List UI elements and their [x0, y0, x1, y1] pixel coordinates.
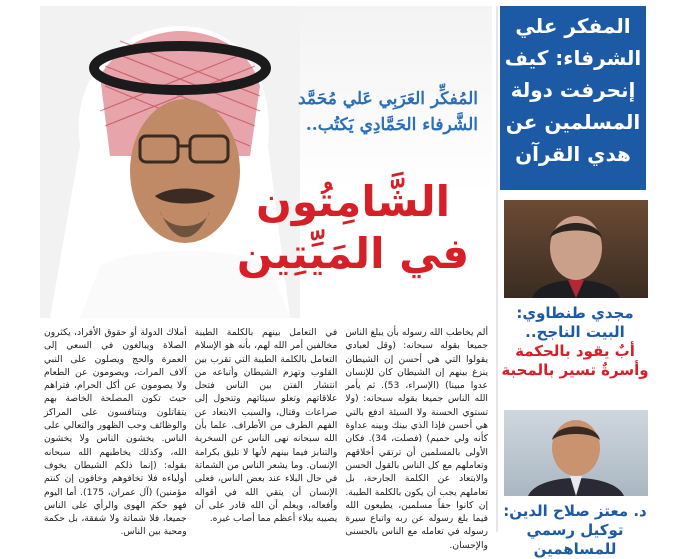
article-headline: [228, 176, 478, 280]
person-2-name: د. معتز صلاح الدين:: [503, 502, 647, 520]
hero-section: [40, 6, 492, 318]
article-body: [43, 326, 488, 551]
article-column-3: أملاك الدولة أو حقوق الأفراد، يكثرون الصلاة ويبالغون في السعي إلى العمرة والحج ويصلون على النبي آلاف المرات، ويصومون عن الطعام ولا يصومون عن أكل الحرام، فتراهم حيث تكون المصلحة الخاصة بهم يتقاتلون ويتنافسون على المراكز والوظائف وحب الظهور والتعالي على الناس. يخشون الناس ولا يخشون الله، وكذلك يخاطبهم الله سبحانه بقوله: (إنما ذلكم الشيطان يخوف أولياءه فلا تخافوهم وخافون إن كنتم مؤمنين) (آل عمران، 175). أما اليوم فهو حكم الهوى والرأي على الناس جميعا، فلا شماتة ولا شفقة، بل حكمة ومحبة بين الناس.: [43, 327, 187, 538]
article-column-1: ألم يخاطب الله رسوله بأن يبلغ الناس جميعا بقوله سبحانه: (وقل لعبادي يقولوا التي هي أحسن إن الشيطان ينزغ بينهم إن الشيطان كان للإنسان عدوا مبينا) (الإسراء، 53). ثم يأمر الله الناس جميعا بقوله سبحانه: (ولا تستوي الحسنة ولا السيئة ادفع بالتي هي أحسن فإذا الذي بينك وبينه عداوة كأنه ولي حميم) (فصلت، 34). فكان الأولى بالمسلمين أن ترتقي أخلاقهم وتعاملهم مع كل الناس بالقول الحسن والابتعاد عن الكلمة الجارحة، بل تعاملهم يجب أن يكون بالكلمة الطيبة. إن كانوا حقاً مسلمين، يطيعون الله فيما بلغ رسوله عن ربه واتباع سيرة رسوله في تعامله مع الناس بالحسنى والإحسان.: [345, 327, 488, 551]
main-article: [40, 6, 492, 551]
person-2-caption[interactable]: [500, 502, 650, 559]
byline-line-2: الشَّرفاء الحَمَّادِي يَكتُب..: [305, 115, 478, 135]
person-1-title-1: البيت الناجح..: [525, 323, 625, 341]
article-byline: [268, 86, 478, 138]
person-1-caption[interactable]: [500, 304, 650, 380]
person-1-image: [504, 200, 648, 298]
headline-line-1: الشَّامِتُون: [255, 177, 450, 226]
feature-story-box[interactable]: [500, 6, 646, 190]
person-1-title-3: وأسرةٌ تسير بالمحبة: [501, 361, 649, 379]
headline-line-2: في المَيِّتِين: [236, 229, 470, 278]
person-photo-2: [504, 410, 648, 496]
sidebar: [500, 6, 694, 558]
column-divider: [496, 6, 498, 532]
person-photo-1: [504, 200, 648, 298]
feature-title: المفكر علي الشرفاء: كيف إنحرفت دولة المسلمين عن هدي القرآن: [504, 14, 642, 166]
person-1-name: مجدي طنطاوي:: [516, 304, 634, 322]
person-1-title-2: أبٌ يقود بالحكمة: [515, 342, 635, 360]
byline-line-1: المُفكِّر العَرَبِي عَلي مُحَمَّد: [297, 89, 478, 109]
article-column-2: في التعامل بينهم بالكلمة الطيبة مخالفين أمر الله لهم، بأنه هو الإسلام التعامل بالكلمة الطيبة التي تقرب بين القلوب وتهزم الشيطان وأتباعه من انتشار الفتن بين الناس فتحل علاقاتهم وتعلو سيئاتهم وتتحول إلى صراعات وقتال، والسبب الابتعاد عن الفهم الطرف من الأطراف. علما بأن الله سبحانه نهى الناس عن السخرية والتنابز فيما بينهم لأنها لا تليق بكرامة الإنسان. وما يشعر الناس من الشماتة في حال البلاء عند بعض الناس، فعلى الإنسان أن يتقي الله في أقواله وأفعاله، ويعلم أن الله قادر على أن يصيبه ببلاء أعظم مما أصاب غيره.: [194, 327, 338, 525]
person-2-image: [504, 410, 648, 496]
person-2-title-1: توكيل رسمي للمساهمين: [526, 521, 624, 558]
